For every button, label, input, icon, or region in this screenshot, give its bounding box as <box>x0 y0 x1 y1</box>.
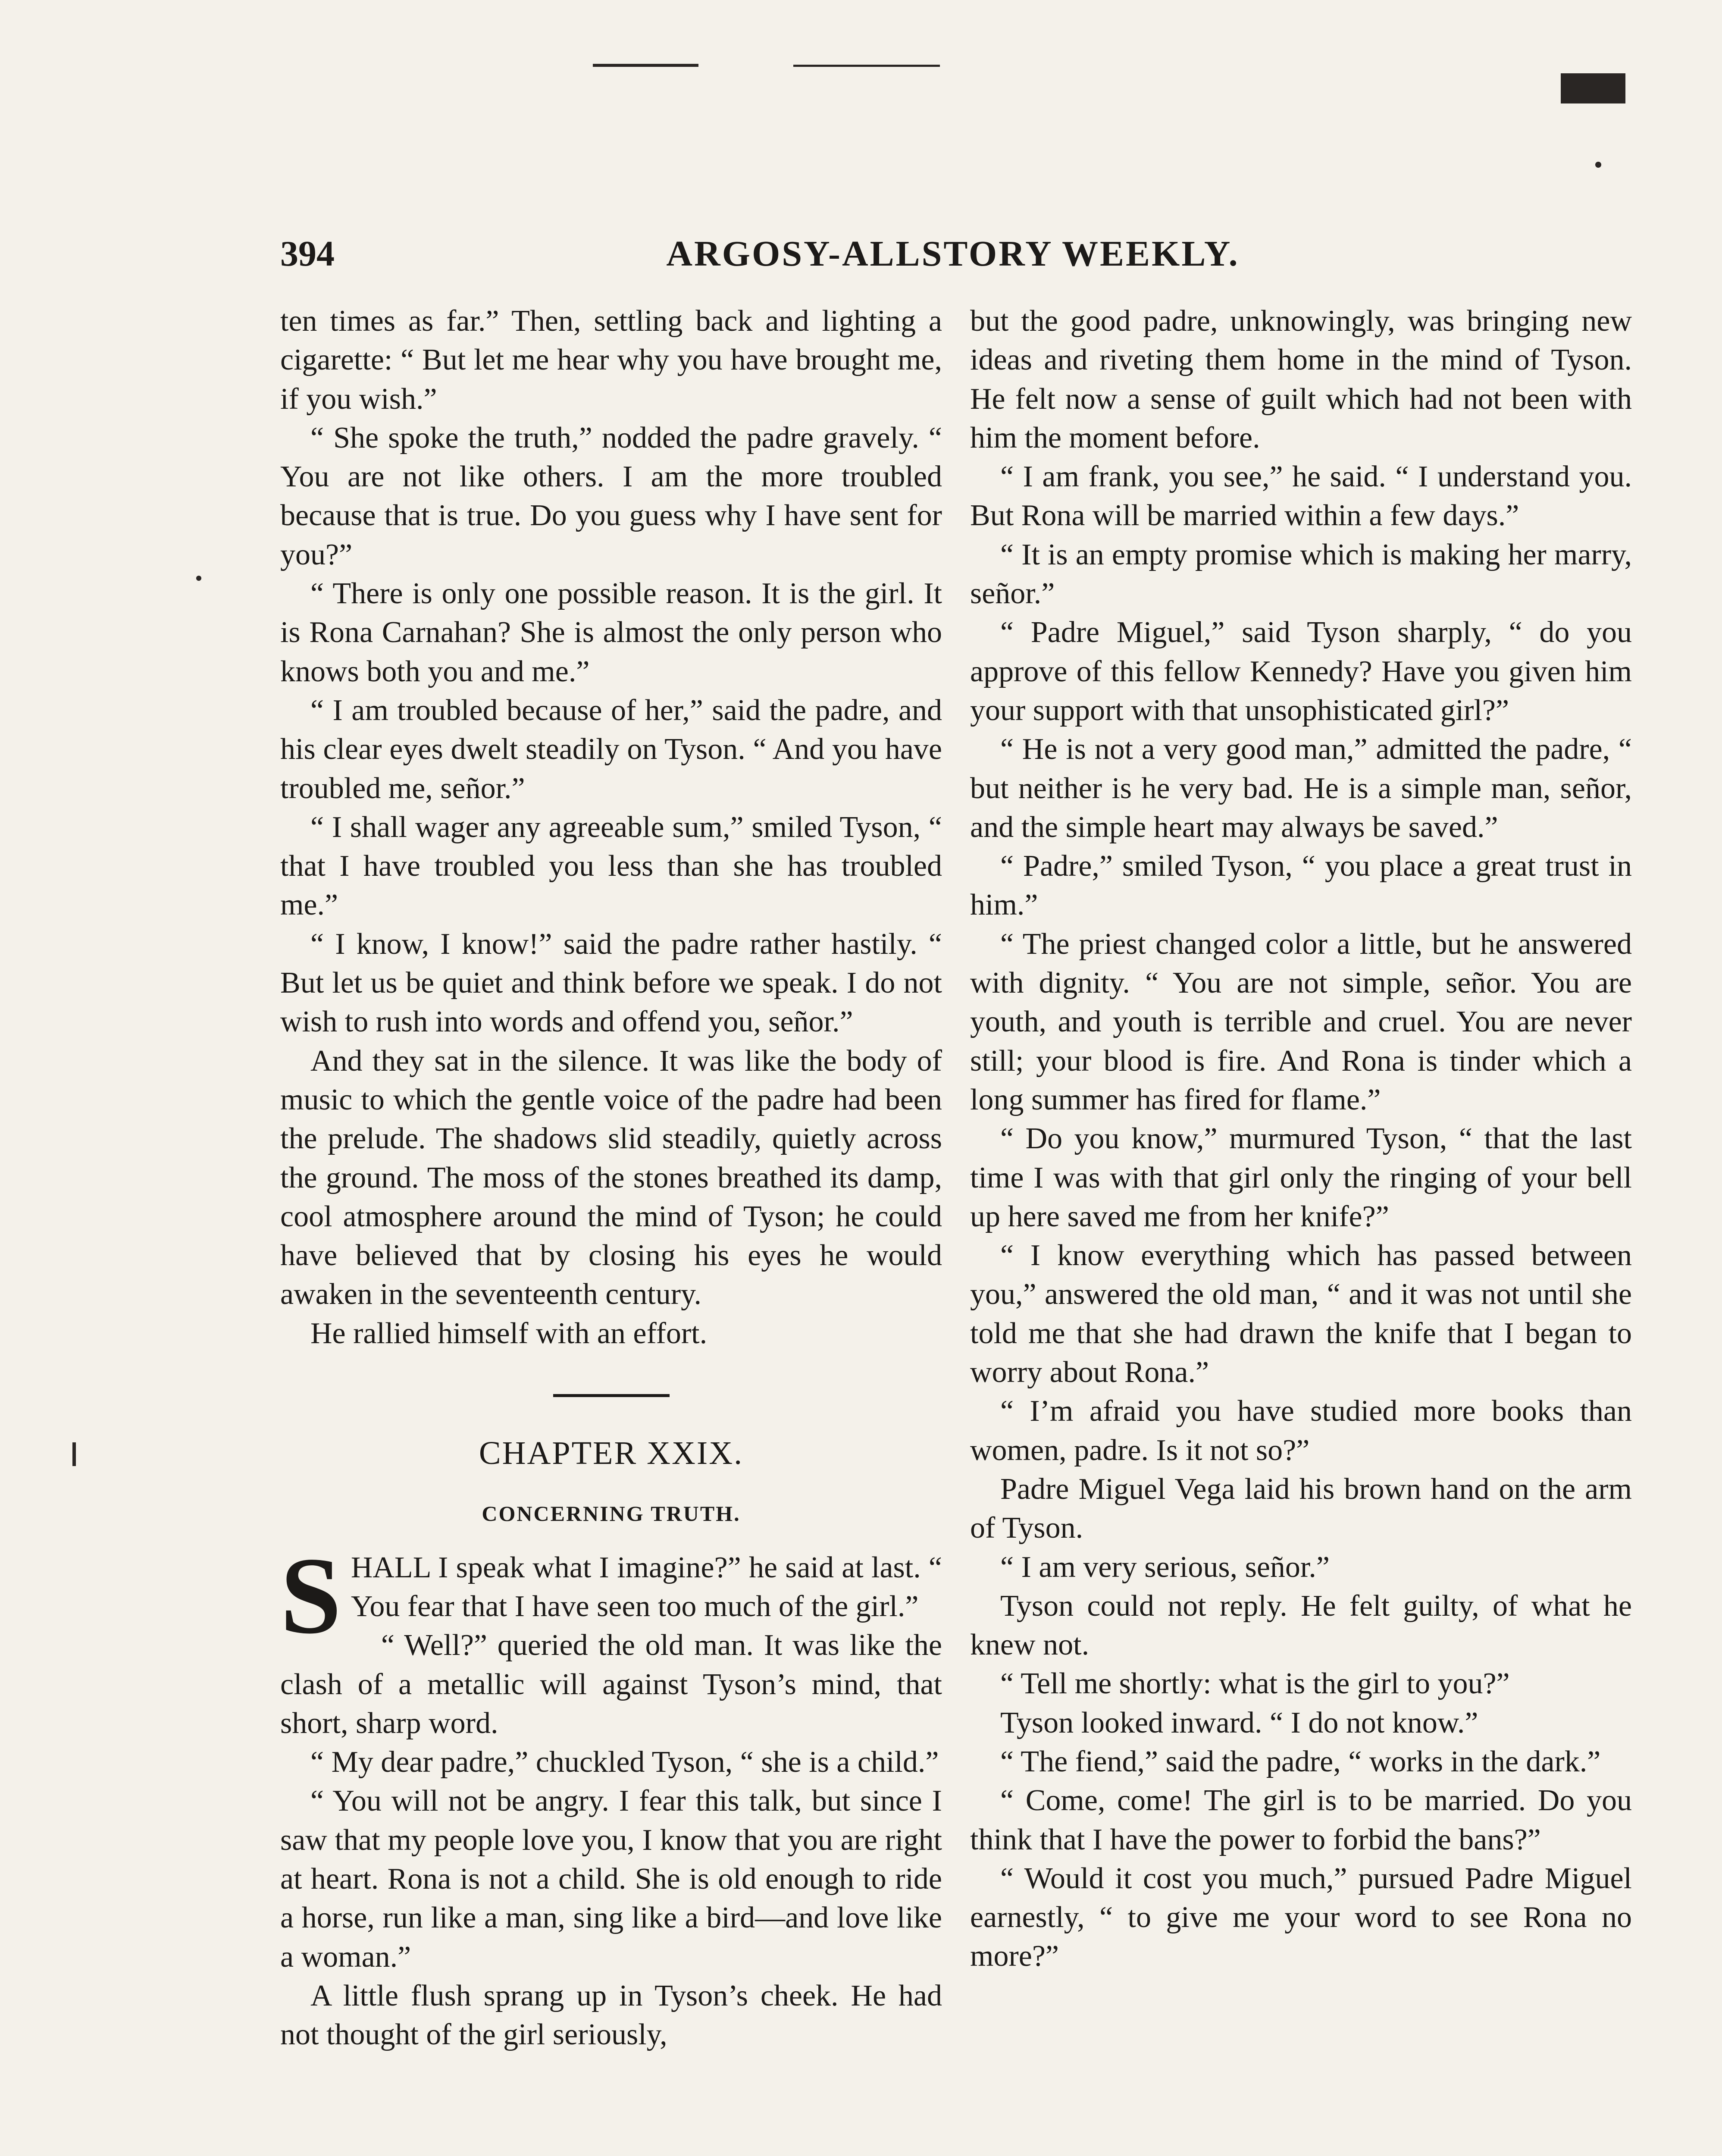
drop-cap: S <box>280 1535 341 1657</box>
paragraph: “ I’m afraid you have studied more books than women, padre. Is it not so?” <box>970 1395 1632 1467</box>
scan-dot-right <box>1595 162 1601 168</box>
paragraph: Tyson looked inward. “ I do not know.” <box>1000 1706 1478 1739</box>
scan-mark-top-right <box>1561 73 1625 103</box>
scan-mark-top-center-1 <box>593 64 698 67</box>
paragraph: “ I am troubled because of her,” said the padre, and his clear eyes dwelt steadily on Tyson. “ And you have troubled me, señor.” <box>280 693 942 805</box>
page-header <box>280 233 1625 280</box>
paragraph: “ Padre Miguel,” said Tyson sharply, “ do you approve of this fellow Kennedy? Have you given him your support with that unsophisticated girl?” <box>970 616 1632 727</box>
paragraph: “ I am very serious, señor.” <box>1000 1550 1330 1584</box>
right-column <box>970 302 1632 1976</box>
scan-mark-left-margin <box>72 1442 76 1466</box>
paragraph: “ I know everything which has passed between you,” answered the old man, “ and it was not until she told me that she had drawn the knife that I began to worry about Rona.” <box>970 1239 1632 1389</box>
paragraph: ten times as far.” Then, settling back and lighting a cigarette: “ But let me hear why you have brought me, if you wish.” <box>280 304 942 416</box>
page-number: 394 <box>280 234 335 274</box>
opening-paragraph-text: HALL I speak what I imagine?” he said at last. “ You fear that I have seen too much of the girl.” <box>351 1551 942 1623</box>
paragraph: “ Do you know,” murmured Tyson, “ that the last time I was with that girl only the ringing of your bell up here saved me from her knife?” <box>970 1122 1632 1233</box>
paragraph: “ The priest changed color a little, but he answered with dignity. “ You are not simple, señor. You are youth, and youth is terrible and cruel. You are never still; your blood is fire. And Rona is tinder which a long summer has fired for flame.” <box>970 927 1632 1116</box>
paragraph: He rallied himself with an effort. <box>310 1316 708 1350</box>
paragraph: “ I know, I know!” said the padre rather hastily. “ But let us be quiet and think before we speak. I do not wish to rush into words and offend you, señor.” <box>280 927 942 1039</box>
paragraph: “ He is not a very good man,” admitted the padre, “ but neither is he very bad. He is a simple man, señor, and the simple heart may always be saved.” <box>970 733 1632 844</box>
paragraph: Padre Miguel Vega laid his brown hand on the arm of Tyson. <box>970 1472 1632 1545</box>
paragraph: And they sat in the silence. It was like the body of music to which the gentle voice of the padre had been the prelude. The shadows slid steadily, quietly across the ground. The moss of the stones breathed its damp, cool atmosphere around the mind of Tyson; he could have believed that by closing his eyes he would awaken in the seventeenth century. <box>280 1044 942 1311</box>
paragraph: “ Padre,” smiled Tyson, “ you place a great trust in him.” <box>970 849 1632 922</box>
paragraph: “ Would it cost you much,” pursued Padre Miguel earnestly, “ to give me your word to see Rona no more?” <box>970 1861 1632 1973</box>
chapter-title: CHAPTER XXIX. <box>479 1435 744 1472</box>
paragraph: “ She spoke the truth,” nodded the padre gravely. “ You are not like others. I am the more troubled because that is true. Do you guess why I have sent for you?” <box>280 421 942 571</box>
paragraph: A little flush sprang up in Tyson’s cheek. He had not thought of the girl seriously, <box>280 1979 942 2052</box>
paragraph: “ I am frank, you see,” he said. “ I understand you. But Rona will be married within a few days.” <box>970 460 1632 533</box>
scan-dot-left <box>196 576 201 581</box>
paragraph: “ There is only one possible reason. It is the girl. It is Rona Carnahan? She is almost the only person who knows both you and me.” <box>280 577 942 688</box>
paragraph: Tyson could not reply. He felt guilty, of what he knew not. <box>970 1589 1632 1662</box>
paragraph: but the good padre, unknowingly, was bringing new ideas and riveting them home in the mind of Tyson. He felt now a sense of guilt which had not been with him the moment before. <box>970 304 1632 454</box>
running-head: ARGOSY-ALLSTORY WEEKLY. <box>666 234 1240 274</box>
paragraph: “ The fiend,” said the padre, “ works in the dark.” <box>1000 1745 1601 1778</box>
chapter-subtitle: CONCERNING TRUTH. <box>482 1501 741 1526</box>
section-divider <box>553 1394 670 1397</box>
scan-mark-top-center-2 <box>793 65 940 67</box>
paragraph: “ You will not be angry. I fear this talk, but since I saw that my people love you, I know that you are right at heart. Rona is not a child. She is old enough to ride a horse, run like a man, sing like a bird—and love like a woman.” <box>280 1784 942 1974</box>
paragraph: “ I shall wager any agreeable sum,” smiled Tyson, “ that I have troubled you less than she has troubled me.” <box>280 810 942 922</box>
paragraph: “ Tell me shortly: what is the girl to you?” <box>1000 1667 1510 1701</box>
paragraph: “ My dear padre,” chuckled Tyson, “ she is a child.” <box>310 1745 939 1779</box>
paragraph: “ Come, come! The girl is to be married. Do you think that I have the power to forbid the bans?” <box>970 1784 1632 1856</box>
paragraph: “ Well?” queried the old man. It was like the clash of a metallic will against Tyson’s mind, that short, sharp word. <box>280 1629 942 1740</box>
paragraph: “ It is an empty promise which is making her marry, señor.” <box>970 538 1632 611</box>
left-column <box>280 302 942 2054</box>
opening-paragraph <box>280 1535 942 1657</box>
